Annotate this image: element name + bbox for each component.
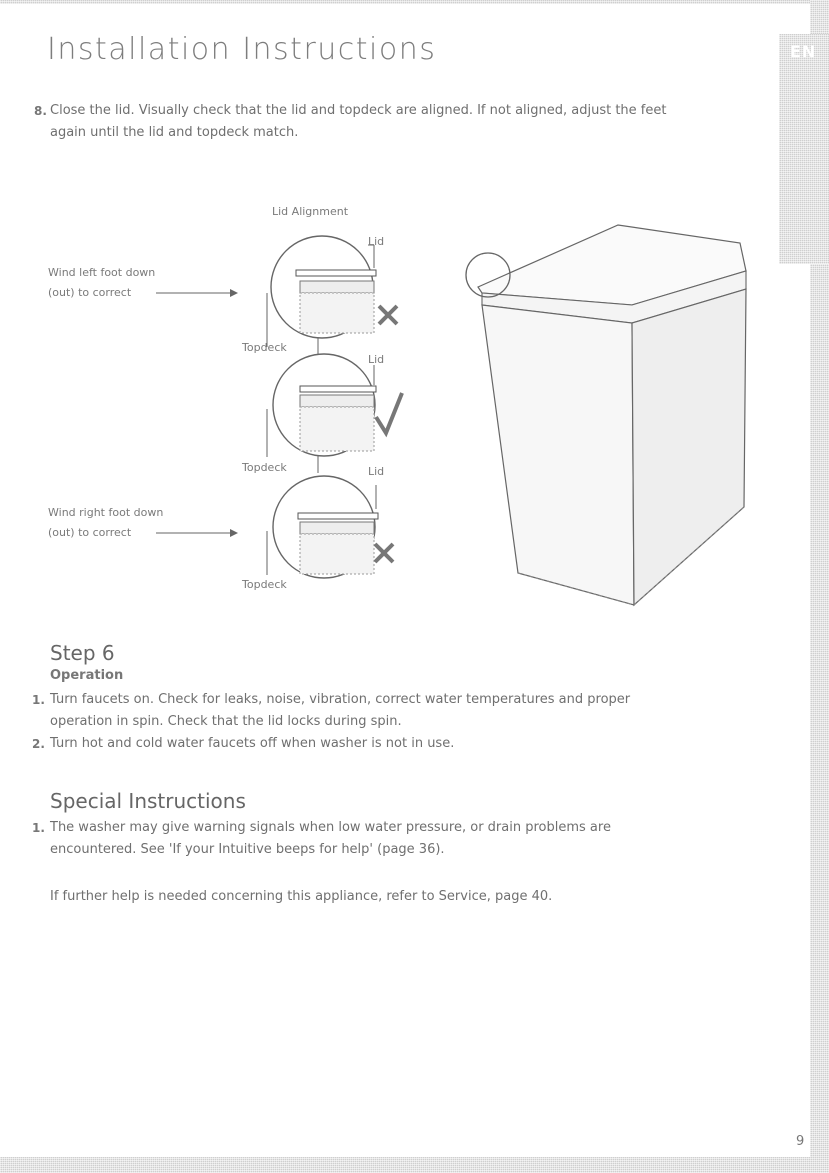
language-tab-label: EN xyxy=(790,42,817,61)
bottom-bar xyxy=(0,1157,829,1173)
step6-item-1-line-1: Turn faucets on. Check for leaks, noise, vibration, correct water temperatures and proper xyxy=(50,692,631,707)
service-note: If further help is needed concerning this appliance, refer to Service, page 40. xyxy=(50,889,553,904)
lid-alignment-figure xyxy=(30,195,770,615)
special-instructions-heading: Special Instructions xyxy=(50,789,246,813)
cross-icon xyxy=(379,306,397,324)
check-icon xyxy=(376,393,402,433)
topdeck-label: Topdeck xyxy=(242,578,287,591)
detail-circle-misaligned-left xyxy=(241,235,397,354)
detail-circle-aligned xyxy=(241,353,402,474)
step6-item-2-number: 2. xyxy=(32,737,45,751)
step8-text xyxy=(50,100,666,144)
page-title: Installation Instructions xyxy=(47,32,437,67)
step6-item-1-number: 1. xyxy=(32,693,45,707)
top-rule xyxy=(0,0,829,4)
language-tab xyxy=(779,34,829,264)
arrow-icon xyxy=(230,289,238,297)
left-note-line-1: Wind left foot down xyxy=(48,266,156,279)
special-item-number: 1. xyxy=(32,821,45,835)
special-item-line-2: encountered. See 'If your Intuitive beeps for help' (page 36). xyxy=(50,842,445,857)
step6-item-1-line-2: operation in spin. Check that the lid locks during spin. xyxy=(50,714,402,729)
left-note-line-2: (out) to correct xyxy=(48,286,132,299)
figure-heading: Lid Alignment xyxy=(272,205,349,218)
right-note-line-1: Wind right foot down xyxy=(48,506,164,519)
step8-line-2: again until the lid and topdeck match. xyxy=(50,125,299,140)
special-item-text xyxy=(50,817,611,861)
cross-icon xyxy=(375,544,393,562)
topdeck-label: Topdeck xyxy=(242,341,287,354)
detail-circle-misaligned-right xyxy=(241,465,393,591)
lid-label: Lid xyxy=(368,235,385,248)
operation-subheading: Operation xyxy=(50,668,124,683)
right-note-line-2: (out) to correct xyxy=(48,526,132,539)
step8-number: 8. xyxy=(34,104,47,118)
step8-line-1: Close the lid. Visually check that the lid and topdeck are aligned. If not aligned, adjust the feet xyxy=(50,103,667,118)
step6-item-1 xyxy=(50,689,630,733)
washer-illustration xyxy=(466,225,746,605)
step6-item-2 xyxy=(50,733,454,755)
step6-heading: Step 6 xyxy=(50,641,115,665)
step6-item-2-line-1: Turn hot and cold water faucets off when washer is not in use. xyxy=(50,736,455,751)
special-item-line-1: The washer may give warning signals when low water pressure, or drain problems are xyxy=(50,820,611,835)
lid-label: Lid xyxy=(368,465,385,478)
lid-label: Lid xyxy=(368,353,385,366)
arrow-icon xyxy=(230,529,238,537)
page-number: 9 xyxy=(796,1134,805,1149)
topdeck-label: Topdeck xyxy=(242,461,287,474)
